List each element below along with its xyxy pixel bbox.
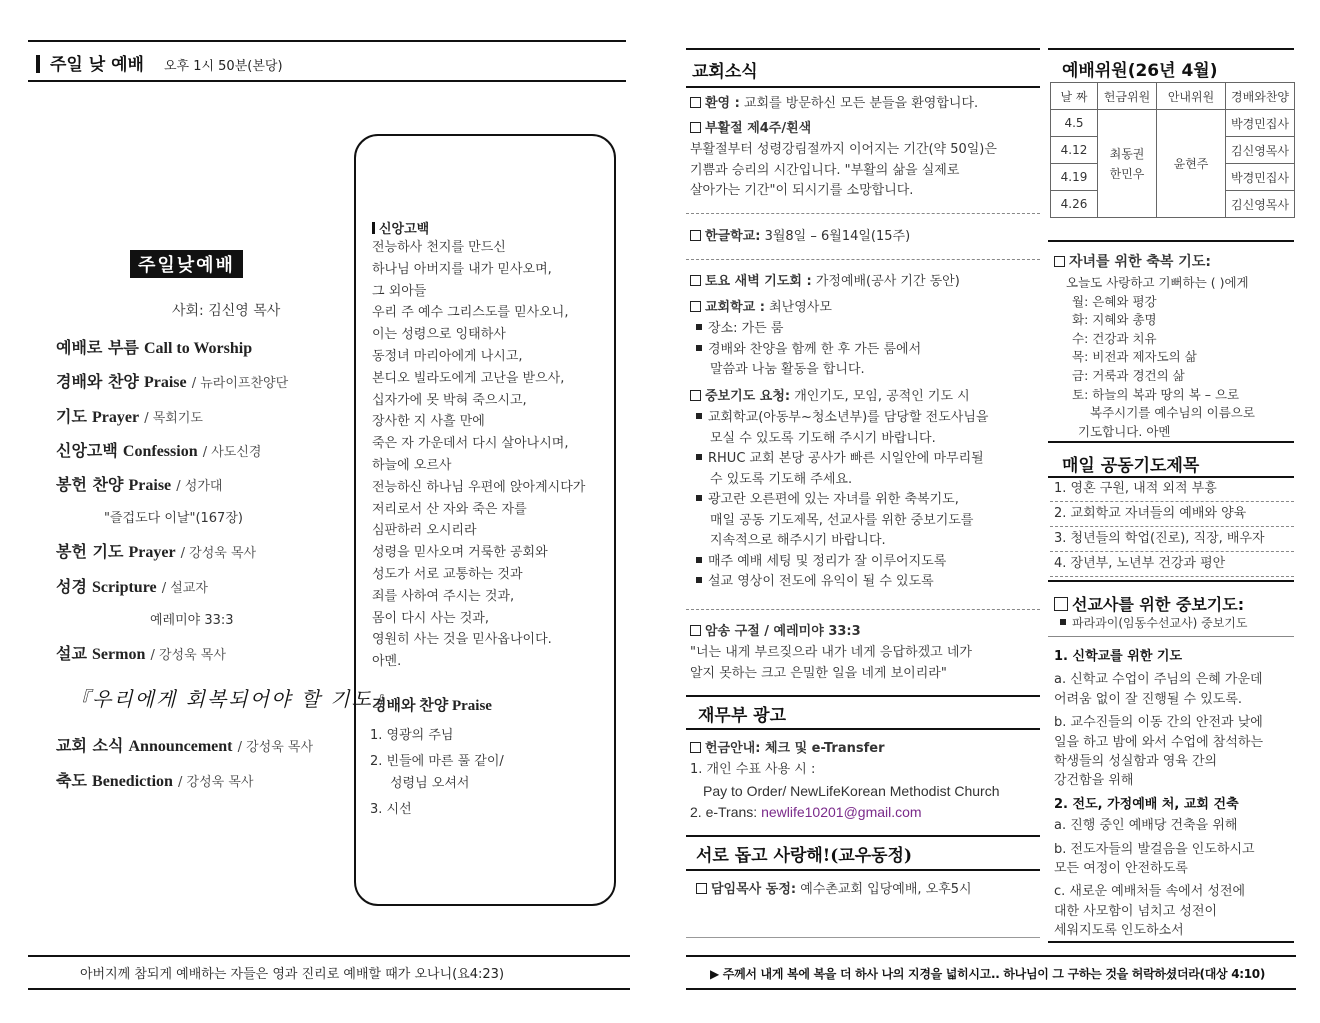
order-item: 기도 Prayer / 목회기도	[56, 407, 203, 426]
staff-date: 4.26	[1051, 191, 1098, 218]
missionary-prayer-list: 1. 신학교를 위한 기도 a. 신학교 수업이 주님의 은혜 가운데 어려움 없이 잘 진행될 수 있도록. b. 교수진들의 이동 간의 안전과 낮에 일을 하고 밤에 와서 수업에 참석하는 학생들의 성실함과 영육 간의 강건함을 위해 2. 전도, 가정예배 처, 교회 건축 a. 진행 중인 예배당 건축을 위해 b. 전도자들의 발걸음을 인도하시고 모든 여정이 안전하도록 c. 새로운 예배처들 속에서 성전에 대한 사모함이 넘치고 성전이 세워지도록 인도하소서	[1054, 649, 1264, 939]
header-time: 오후 1시 50분(본당)	[163, 59, 283, 74]
apostles-creed: 전능하사 천지를 만드신 하나님 아버지를 내가 믿사오며, 그 외아들 우리 주 예수 그리스도를 믿사오니, 이는 성령으로 잉태하사 동정녀 마리아에게 나시고, 본디오 빌라도에게 고난을 받으사, 십자가에 못 박혀 죽으시고, 장사한 지 사흘 만에 죽은 자 가운데서 다시 살아나시며, 하늘에 오르사 전능하신 하나님 우편에 앉아계시다가 저리로서 산 자와 죽은 자를 심판하러 오시리라 성령을 믿사오며 거룩한 공회와 성도가 서로 교통하는 것과 죄를 사하여 주시는 것과, 몸이 다시 사는 것과, 영원히 사는 것을 믿사옵나이다. 아멘.	[372, 240, 586, 670]
children-blessing-list: 오늘도 사랑하고 기뻐하는 ( )에게 월: 은혜와 평강 화: 지혜와 총명 수: 건강과 치유 목: 비전과 제자도의 삶 금: 거룩과 경건의 삶 토: 하늘의 복과 땅의 복 – 으로 복주시기를 예수님의 이름으로 기도합니다. 아멘	[1066, 275, 1255, 439]
children-blessing-heading: 자녀를 위한 축복 기도:	[1054, 252, 1211, 273]
divider	[686, 609, 1040, 610]
order-item: 봉헌 찬양 Praise / 성가대	[56, 475, 223, 494]
bullet-icon	[696, 413, 702, 419]
checkbox-icon	[690, 625, 701, 636]
offering-members: 최동권 한민우	[1098, 110, 1157, 218]
service-title: 주일낮예배	[130, 250, 243, 278]
creed-heading: 신앙고백	[372, 218, 429, 237]
children-rule-top	[1048, 240, 1294, 242]
checkbox-icon	[690, 275, 701, 286]
praise-leader: 박경민집사	[1226, 110, 1295, 137]
top-rule-left	[28, 40, 626, 42]
email-link[interactable]: newlife10201@gmail.com	[761, 804, 922, 820]
church-school-notice: 교회학교 : 최난영사모	[690, 298, 832, 319]
staff-date: 4.12	[1051, 137, 1098, 164]
daily-rule-top	[1048, 441, 1294, 443]
finance-rule-top	[686, 695, 1040, 697]
easter-text: 부활절부터 성령강림절까지 이어지는 기간(약 50일)은 기쁨과 승리의 시간입니다. "부활의 삶을 실제로 살아가는 기간"이 되시기를 소망합니다.	[690, 142, 997, 198]
bullet-icon	[696, 495, 702, 501]
praise-leader: 김신영목사	[1226, 137, 1295, 164]
pastor-news: 담임목사 동정: 예수촌교회 입당예배, 오후5시	[696, 880, 972, 901]
missionary-sub: 파라과이(임동수선교사) 중보기도	[1060, 613, 1247, 634]
checkbox-icon	[696, 883, 707, 894]
daily-prayer-heading: 매일 공동기도제목	[1062, 456, 1200, 476]
order-item: 예배로 부름 Call to Worship	[56, 338, 253, 357]
fellowship-rule-bottom	[686, 937, 1040, 938]
intercession-list: 교회학교(아동부~청소년부)를 담당할 전도사님을 모실 수 있도록 기도해 주시기 바랍니다. RHUC 교회 본당 공사가 빠른 시일안에 마무리될 수 있도록 기도해 주세요. 광고란 오른편에 있는 자녀를 위한 축복기도, 매일 공동 기도제목, 선교사를 위한 중보기도를 지속적으로 해주시기 바랍니다. 매주 예배 세팅 및 정리가 잘 이루어지도록 설교 영상이 전도에 유익이 될 수 있도록	[696, 408, 1040, 593]
list-item: 1. 영혼 구원, 내적 외적 부흥	[1050, 477, 1294, 502]
praise-leader: 김신영목사	[1226, 191, 1295, 218]
checkbox-icon	[690, 742, 701, 753]
bullet-icon	[696, 577, 702, 583]
header-title: 주일 낮 예배	[50, 55, 144, 75]
memory-verse: "너는 내게 부르짖으라 내가 네게 응답하겠고 네가 알지 못하는 크고 은밀한 일을 네게 보이리라"	[690, 645, 972, 681]
scripture-reference: 예레미야 33:3	[150, 613, 234, 628]
staff-col-header: 날 짜	[1051, 83, 1098, 110]
praise-heading: 경배와 찬양 Praise	[372, 698, 492, 714]
order-item: 설교 Sermon / 강성욱 목사	[56, 644, 226, 663]
praise-song-list: 1. 영광의 주님 2. 빈들에 마른 풀 같이/ 성령님 오셔서 3. 시선	[370, 728, 504, 817]
checkbox-icon	[690, 230, 701, 241]
staff-rule-top	[1048, 48, 1294, 50]
header-bar	[36, 55, 40, 73]
checkbox-icon	[690, 97, 701, 108]
footer-verse-left: 아버지께 참되게 예배하는 자들은 영과 진리로 예배할 때가 오나니(요4:23)	[80, 967, 505, 982]
daily-prayer-list	[1050, 477, 1294, 577]
mission-rule-bottom	[1048, 941, 1294, 943]
praise-leader: 박경민집사	[1226, 164, 1295, 191]
staff-col-header: 경배와찬양	[1226, 83, 1295, 110]
order-item: 축도 Benediction / 강성욱 목사	[56, 771, 254, 790]
section-header-sunday-service	[36, 50, 283, 75]
checkbox-icon	[690, 390, 701, 401]
list-item: 2. 교회학교 자녀들의 예배와 양육	[1050, 502, 1294, 527]
list-item: 3. 청년들의 학업(진로), 직장, 배우자	[1050, 527, 1294, 552]
news-rule	[686, 86, 1040, 88]
list-item: 4. 장년부, 노년부 건강과 평안	[1050, 552, 1294, 577]
order-item: 경배와 찬양 Praise / 뉴라이프찬양단	[56, 372, 289, 391]
finance-heading: 재무부 광고	[698, 706, 787, 726]
mission-rule-top	[1048, 580, 1294, 582]
dawn-prayer-notice: 토요 새벽 기도회 : 가정예배(공사 기간 동안)	[690, 272, 960, 293]
anthem-title: "즐겁도다 이날"(167장)	[104, 511, 243, 526]
missionary-heading: 선교사를 위한 중보기도:	[1054, 592, 1244, 615]
offering-label: 헌금안내: 체크 및 e-Transfer	[690, 739, 884, 760]
staff-date: 4.19	[1051, 164, 1098, 191]
footer-rule-right-bottom	[686, 988, 1296, 990]
hangul-school-notice: 한글학교: 3월8일 – 6월14일(15주)	[690, 227, 910, 248]
bullet-icon	[696, 324, 702, 330]
checkbox-icon	[1054, 597, 1068, 611]
presider: 사회: 김신영 목사	[172, 303, 281, 319]
divider	[686, 213, 1040, 214]
news-rule-top	[686, 48, 1040, 50]
news-heading: 교회소식	[692, 62, 758, 82]
staff-table	[1050, 82, 1295, 218]
footer-rule-left-bottom	[28, 988, 630, 990]
order-item: 교회 소식 Announcement / 강성욱 목사	[56, 736, 314, 755]
bullet-icon	[696, 557, 702, 563]
checkbox-icon	[690, 122, 701, 133]
welcome-notice: 환영 : 교회를 방문하신 모든 분들을 환영합니다.	[690, 94, 978, 115]
staff-col-header: 안내위원	[1157, 83, 1226, 110]
footer-rule-right-top	[686, 955, 1296, 957]
fellowship-rule	[686, 869, 1040, 871]
sermon-title: 『우리에게 회복되어야 할 기도』	[70, 687, 395, 711]
order-item: 봉헌 기도 Prayer / 강성욱 목사	[56, 542, 257, 561]
staff-col-header: 헌금위원	[1098, 83, 1157, 110]
checkbox-icon	[690, 301, 701, 312]
pay-to-order: Pay to Order/ NewLifeKorean Methodist Church	[703, 783, 1000, 799]
divider	[686, 259, 1040, 260]
staff-heading: 예배위원(26년 4월)	[1062, 61, 1218, 81]
checkbox-icon	[1054, 256, 1065, 267]
mission-rule	[1048, 636, 1294, 637]
order-item: 성경 Scripture / 설교자	[56, 577, 208, 596]
fellowship-heading: 서로 돕고 사랑해!(교우동정)	[696, 846, 913, 866]
etransfer-line: 2. e-Trans: newlife10201@gmail.com	[690, 804, 922, 820]
memory-verse-label: 암송 구절 / 예레미야 33:3	[690, 622, 861, 643]
church-school-details: 장소: 가든 룸 경배와 찬양을 함께 한 후 가든 룸에서 말씀과 나눔 활동을 합니다.	[696, 319, 1036, 381]
staff-date: 4.5	[1051, 110, 1098, 137]
easter-notice: 부활절 제4주/흰색	[690, 119, 811, 140]
header-rule-left	[28, 80, 626, 82]
bullet-icon	[696, 345, 702, 351]
footer-rule-left-top	[28, 955, 630, 957]
order-item: 신앙고백 Confession / 사도신경	[56, 441, 262, 460]
fellowship-rule-top	[686, 835, 1040, 837]
offering-check: 1. 개인 수표 사용 시 :	[690, 762, 816, 777]
usher-member: 윤현주	[1157, 110, 1226, 218]
bullet-icon	[696, 454, 702, 460]
finance-rule	[686, 728, 1040, 730]
intercession-notice: 중보기도 요청: 개인기도, 모임, 공적인 기도 시	[690, 387, 970, 408]
bullet-icon	[1060, 619, 1066, 625]
footer-verse-right: ▶ 주께서 내게 복에 복을 더 하사 나의 지경을 넓히시고.. 하나님이 그 구하는 것을 허락하셨더라(대상 4:10)	[710, 967, 1266, 981]
